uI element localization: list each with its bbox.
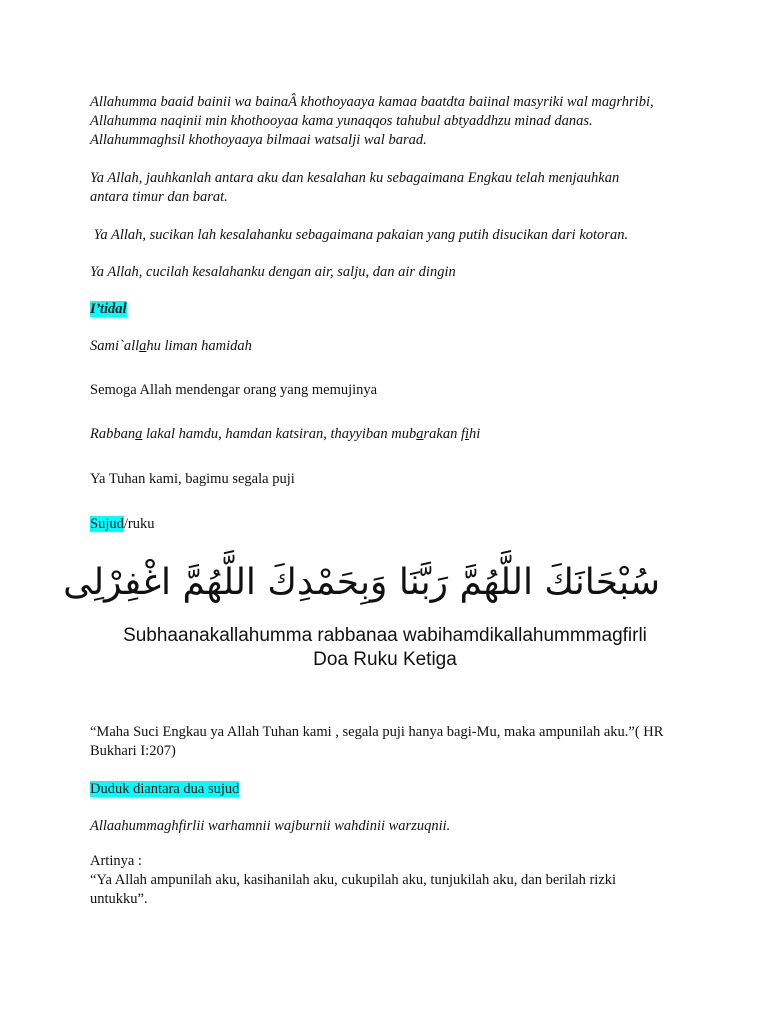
sujud-heading-highlight: Sujud [90, 516, 124, 532]
sujud-translation: “Maha Suci Engkau ya Allah Tuhan kami , segala puji hanya bagi-Mu, maka ampunilah aku.”( HR Bukhari I:207) [90, 724, 664, 759]
translation-paragraph: Ya Allah, cucilah kesalahanku dengan air, salju, dan air dingin [90, 264, 456, 280]
doa-image-caption [80, 624, 690, 672]
itidal-translation-2: Ya Tuhan kami, bagimu segala puji [90, 471, 295, 487]
itidal-recitation [90, 337, 700, 356]
text-run: rakan f [423, 426, 465, 442]
text-run: a [139, 338, 147, 354]
itidal-heading [90, 300, 700, 319]
duduk-meaning-label: Artinya : [90, 853, 142, 869]
duduk-meaning: “Ya Allah ampunilah aku, kasihanilah aku, cukupilah aku, tunjukilah aku, dan berilah rizki untukku”. [90, 872, 617, 907]
text-run: Sami`all [90, 338, 140, 354]
translation-paragraph: Ya Allah, sucikan lah kesalahanku sebagaimana pakaian yang putih disucikan dari kotoran. [90, 227, 629, 243]
itidal-recitation-2 [90, 425, 700, 444]
text-run: a [135, 426, 143, 442]
doa-line: Allahumma baaid bainii wa bainaÂ khothoyaaya kamaa baatdta baiinal masyriki wal magrhribi, [90, 94, 654, 110]
ruku-doa-transliteration [90, 93, 700, 150]
ruku-heading-rest: /ruku [123, 516, 155, 532]
text-run: hi [469, 426, 481, 442]
doa-title: Doa Ruku Ketiga [313, 649, 457, 670]
text-run: i [464, 426, 469, 442]
duduk-heading [90, 780, 700, 799]
arabic-doa-text: سُبْحَانَكَ اللَّهُمَّ رَبَّنَا وَبِحَمْدِكَ اللَّهُمَّ اغْفِرْلِى [63, 562, 660, 603]
itidal-heading-text: I’tidal [90, 301, 127, 317]
text-run: a [416, 426, 424, 442]
duduk-recitation: Allaahummaghfirlii warhamnii wajburnii wahdinii warzuqnii. [90, 818, 451, 834]
text-run: lakal hamdu, hamdan katsiran, thayyiban mub [142, 426, 417, 442]
text-run: Rabban [90, 426, 136, 442]
text-run: hu liman hamidah [146, 338, 252, 354]
doa-transliteration: Subhaanakallahumma rabbanaa wabihamdikallahummmagfirli [123, 625, 647, 646]
itidal-translation: Semoga Allah mendengar orang yang memujinya [90, 382, 378, 398]
doa-line: Allahummaghsil khothoyaaya bilmaai watsalji wal barad. [90, 132, 427, 148]
duduk-heading-text: Duduk diantara dua sujud [90, 781, 240, 797]
sujud-ruku-heading [90, 515, 700, 534]
translation-paragraph: Ya Allah, jauhkanlah antara aku dan kesalahan ku sebagaimana Engkau telah menjauhkan antara timur dan barat. [90, 170, 620, 205]
doa-line: Allahumma naqinii min khothooyaa kama yunaqqos tahubul abtyaddhzu minad danas. [90, 113, 593, 129]
